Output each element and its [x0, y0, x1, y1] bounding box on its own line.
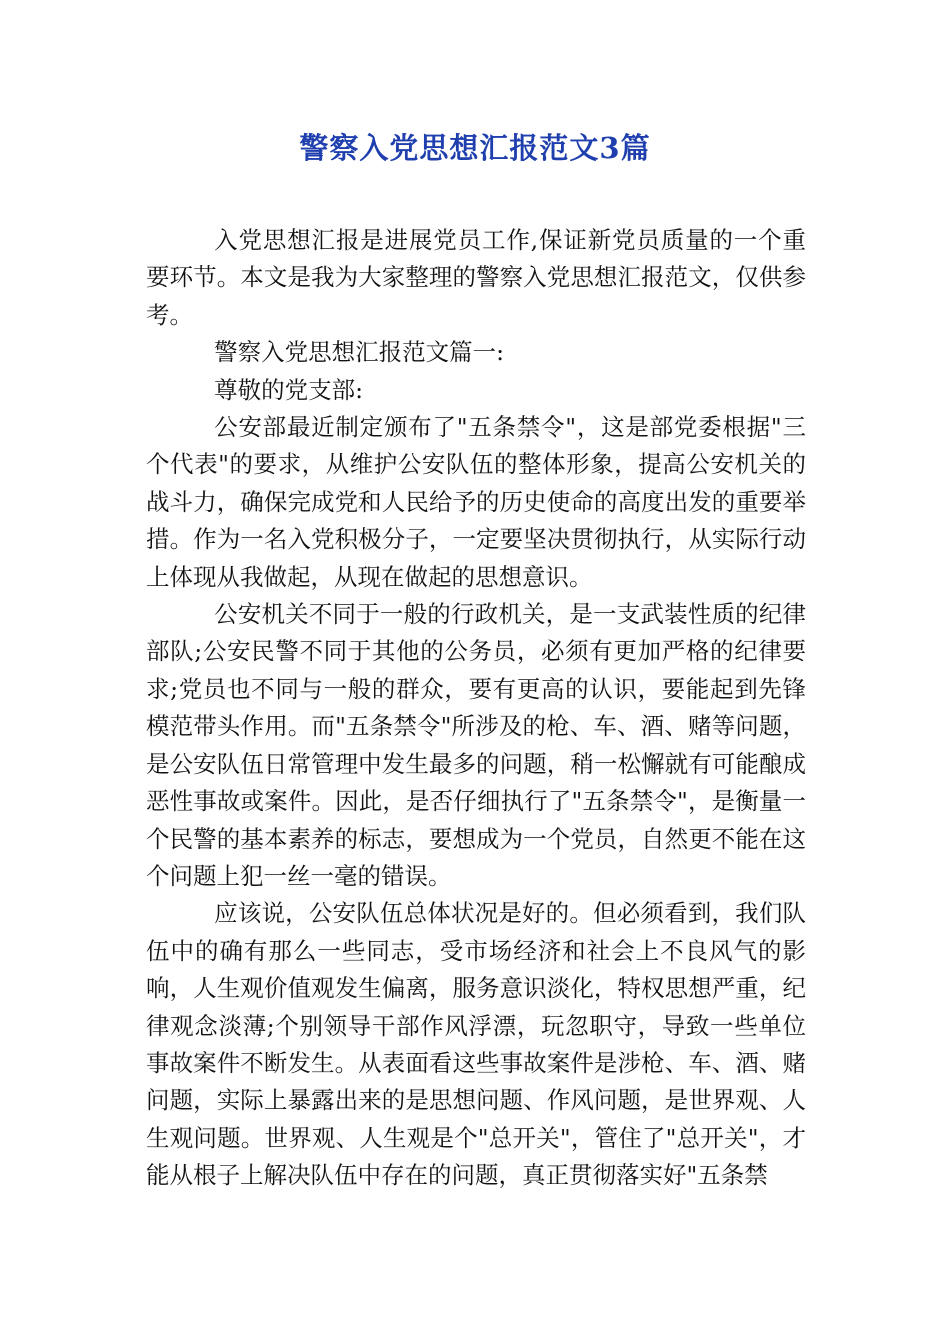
paragraph-salutation: 尊敬的党支部:	[214, 375, 364, 404]
paragraph-section-heading: 警察入党思想汇报范文篇一:	[214, 338, 505, 367]
paragraph-body-3: 应该说，公安队伍总体状况是好的。但必须看到，我们队伍中的确有那么一些同志，受市场经济和社会上不良风气的影响，人生观价值观发生偏离，服务意识淡化，特权思想严重，纪律观念淡薄;个别领导干部作风浮漂，玩忽职守，导致一些单位事故案件不断发生。从表面看这些事故案件是涉枪、车、酒、赌问题，实际上暴露出来的是思想问题、作风问题，是世界观、人生观问题。世界观、人生观是个"总开关"，管住了"总开关"，才能从根子上解决队伍中存在的问题，真正贯彻落实好"五条禁	[146, 899, 806, 1190]
paragraph-body-1: 公安部最近制定颁布了"五条禁令"，这是部党委根据"三个代表"的要求，从维护公安队伍的整体形象，提高公安机关的战斗力，确保完成党和人民给予的历史使命的高度出发的重要举措。作为一名入党积极分子，一定要坚决贯彻执行，从实际行动上体现从我做起，从现在做起的思想意识。	[146, 413, 806, 591]
document-title: 警察入党思想汇报范文3篇	[299, 131, 651, 165]
document-body	[146, 222, 806, 1195]
paragraph-intro: 入党思想汇报是进展党员工作,保证新党员质量的一个重要环节。本文是我为大家整理的警察入党思想汇报范文，仅供参考。	[146, 226, 806, 329]
paragraph-body-2: 公安机关不同于一般的行政机关，是一支武装性质的纪律部队;公安民警不同于其他的公务员，必须有更加严格的纪律要求;党员也不同与一般的群众，要有更高的认识，要能起到先锋模范带头作用。而"五条禁令"所涉及的枪、车、酒、赌等问题，是公安队伍日常管理中发生最多的问题，稍一松懈就有可能酿成恶性事故或案件。因此，是否仔细执行了"五条禁令"，是衡量一个民警的基本素养的标志，要想成为一个党员，自然更不能在这个问题上犯一丝一毫的错误。	[146, 600, 806, 890]
